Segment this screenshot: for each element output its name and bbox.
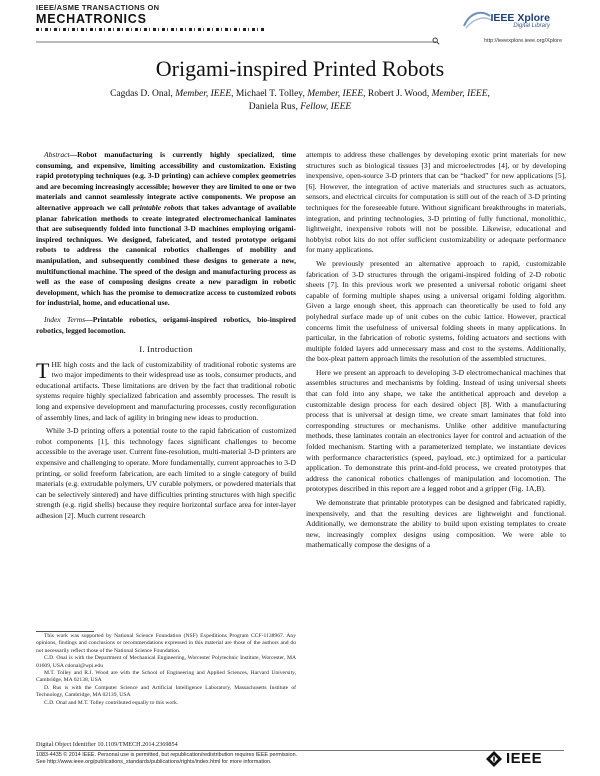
author-3: , Robert J. Wood, bbox=[363, 89, 432, 99]
ieee-diamond-logo-icon bbox=[485, 750, 503, 768]
author-2: , Michael T. Tolley, bbox=[231, 89, 308, 99]
ieee-xplore-badge[interactable] bbox=[490, 12, 550, 29]
journal-header-rule bbox=[36, 28, 266, 31]
author-1: Cagdas D. Onal, bbox=[110, 89, 176, 99]
xplore-url[interactable]: http://ieeexplore.ieee.org/Xplore bbox=[481, 38, 562, 44]
right-paragraph-1: attempts to address these challenges by developing exotic print materials for new structures such as biological tissues [3] and microelectrodes [4], or by developing inexpensive, open-source 3-D printers that can be “hacked” for new applications [5], [6]. However, the integration of active materials and structures such as actuators, sensors, and electrical circuits for computation is still out of the reach of 3-D printing techniques for the foreseeable future. Without significant breakthroughs in materials, integration, and printing technologies, 3-D printing of fully functional, monolithic, lightweight, inexpensive robots will not be possible. Likewise, educational and hobbyist robot kits do not offer sufficient customizability or adequate performance for many applications. bbox=[306, 150, 566, 255]
author-sep: , bbox=[487, 89, 490, 99]
header-rule-bar bbox=[36, 41, 436, 43]
right-column bbox=[306, 150, 566, 551]
paper-title: Origami-inspired Printed Robots bbox=[155, 56, 445, 81]
search-icon bbox=[432, 37, 440, 45]
section-heading-introduction: I. Introduction bbox=[139, 344, 193, 355]
ieee-xplore-subtitle: Digital Library bbox=[513, 23, 550, 29]
author-4-role: Fellow, IEEE bbox=[300, 102, 352, 112]
author-4: Daniela Rus, bbox=[248, 102, 301, 112]
footnote-affiliation-rus: D. Rus is with the Computer Science and Artificial Intelligence Laboratory, Massachusetts Institute of Technology, Cambridge, MA 02139, USA bbox=[36, 684, 296, 699]
right-paragraph-4: We demonstrate that printable prototypes can be designed and fabricated rapidly, inexpensively, and that the resulting devices are lightweight and functional. Additionally, we demonstrate the ability to build upon existing templates to create new, increasingly complex designs using composition. We were able to mathematically compose the designs of a bbox=[306, 498, 566, 550]
author-1-role: Member, IEEE bbox=[175, 89, 232, 99]
abstract-text-2: that takes advantage of available planar fabrication methods to create integrated electromechanical laminates that are subsequently folded into functional 3-D machines employing origami-inspired techniques. We designed, fabricated, and tested prototype origami robots to address the canonical robotics challenges of mobility and manipulation, and subsequently combined these designs to generate a new, multifunctional machine. The speed of the design and manufacturing process as well as the ease of composing designs create a new paradigm in robotic development, which has the promise to democratize access to customized robots for industrial, home, and educational use. bbox=[36, 202, 296, 308]
intro-paragraph-1-text: HE high costs and the lack of customizability of traditional robotic systems are two major impediments to their widespread use as tools, consumer products, and educational artifacts. These limitations are driven by the fact that traditional robotic systems require highly specialized fabrication and assembly processes. The result is long and expensive development and manufacturing processes, costly reconfiguration of assembly lines, and lack of agility in bringing new ideas to production. bbox=[36, 359, 296, 422]
intro-paragraph-2: While 3-D printing offers a potential route to the rapid fabrication of customized robot components [1], this technology faces significant challenges to become accessible to the average user. Current fine-resolution, multi-material 3-D printers are expensive and challenging to operate. More fundamentally, current approaches to 3-D printing, or solid freeform fabrication, are each limited to a single category of build materials (e.g. extrudable polymers, UV curable polymers, or powdered materials that can be selectively sintered) and have difficulties printing structures with high specific strength (e.g. rigid shells) because they require horizontal surface area for inter-layer adhesion [2]. Much current research bbox=[36, 426, 296, 520]
copyright-line-1: 1083-4435 © 2014 IEEE. Personal use is permitted, but republication/redistribution requires IEEE permission. bbox=[36, 752, 298, 758]
abstract-emphasis: printable robots bbox=[133, 202, 184, 212]
right-paragraph-2: We previously presented an alternative approach to rapid, customizable fabrication of 3-D structures through the origami-inspired folding of 2-D robotic sheets [7]. In this previous work we presented a universal robotic origami sheet capable of forming multiple shapes using a universal origami folding algorithm. Given a large enough sheet, this approach can theoretically be used to fold any polyhedral surface made up of unit cubes on the cubic lattice. However, practical concerns limit the usefulness of universal folding sheets in many applications. In particular, in the fabrication of robotic systems, folding actuators and sections with multiple folded layers add unnecessary mass and cost to the systems. Additionally, the box-pleat pattern approach limits the resolution of the assembled structures. bbox=[306, 258, 566, 364]
footnote-affiliation-tolley-wood: M.T. Tolley and R.J. Wood are with the School of Engineering and Applied Sciences, Harvard University, Cambridge, MA 02138, USA bbox=[36, 670, 296, 684]
copyright-notice bbox=[36, 752, 476, 766]
index-terms-label: Index Terms bbox=[44, 314, 86, 324]
footnote-equal-contribution: C.D. Onal and M.T. Tolley contributed equally to this work. bbox=[44, 699, 179, 706]
footnotes bbox=[36, 633, 296, 707]
left-column bbox=[36, 150, 296, 522]
author-2-role: Member, IEEE bbox=[307, 89, 364, 99]
abstract-text-1: —Robot manufacturing is currently highly specialized, time consuming, and expensive, limiting accessibility and customization. Existing rapid prototyping techniques (e.g. 3-D printing) can achieve complex geometries and are becoming increasingly accessible; however they are limited to one or two materials and cannot seamlessly integrate active components. We propose an alternative approach we call bbox=[36, 150, 296, 212]
journal-header-line1: IEEE/ASME TRANSACTIONS ON bbox=[36, 3, 160, 12]
ieee-logo-word: IEEE bbox=[506, 750, 543, 767]
author-list bbox=[60, 88, 540, 114]
right-paragraph-3: Here we present an approach to developing 3-D electromechanical machines that assembles structures and mechanisms by folding. Instead of using universal sheets that can fold into any shape, we take the antithetical approach and develop a customizable design process for each desired object [8]. With a manufacturing process that is universal at design time, we create smart laminates that fold into corresponding structures or mechanisms. Unlike other additive manufacturing methods, these laminates contain an electronics layer for control and actuation of the folded mechanism. Starting with a parameterized template, we instantiate devices with performance characteristics (speed, payload, etc.) optimized for a particular application. To demonstrate this print-and-fold process, we created prototypes that address the canonical robotics challenges of manipulation and locomotion. The prototypes described in this report are a legged robot and a gripper (Fig. 1A,B). bbox=[306, 367, 566, 494]
author-3-role: Member, IEEE bbox=[431, 89, 488, 99]
header-rule bbox=[36, 39, 576, 45]
drop-cap: T bbox=[36, 357, 50, 383]
copyright-line-2[interactable]: See http://www.ieee.org/publications_standards/publications/rights/index.html for more information. bbox=[36, 759, 272, 765]
abstract-label: Abstract bbox=[44, 150, 70, 159]
footnote-affiliation-onal: C.D. Onal is with the Department of Mechanical Engineering, Worcester Polytechnic Institute, Worcester, MA 01609, USA cdonal@wpi.edu bbox=[36, 655, 296, 669]
footnote-funding: This work was supported by National Science Foundation (NSF) Expeditions Program CCF-1138967. Any opinions, findings and conclusions or recommendations expressed in this material are those of the authors and do not necessarily reflect those of the National Science Foundation. bbox=[36, 633, 296, 654]
ieee-xplore-swoosh-icon bbox=[462, 8, 492, 30]
journal-header bbox=[36, 3, 266, 31]
abstract bbox=[36, 150, 296, 309]
index-terms bbox=[36, 315, 296, 336]
doi: Digital Object Identifier 10.1109/TMECH.2014.2369854 bbox=[36, 741, 178, 748]
footnote-rule bbox=[36, 631, 94, 632]
intro-paragraph-1 bbox=[36, 357, 296, 424]
index-terms-text: —Printable robotics, origami-inspired robotics, bio-inspired robotics, legged locomotion. bbox=[36, 314, 297, 335]
journal-header-line2: MECHATRONICS bbox=[36, 12, 147, 26]
ieee-xplore-brand: IEEE Xplore bbox=[490, 12, 550, 24]
